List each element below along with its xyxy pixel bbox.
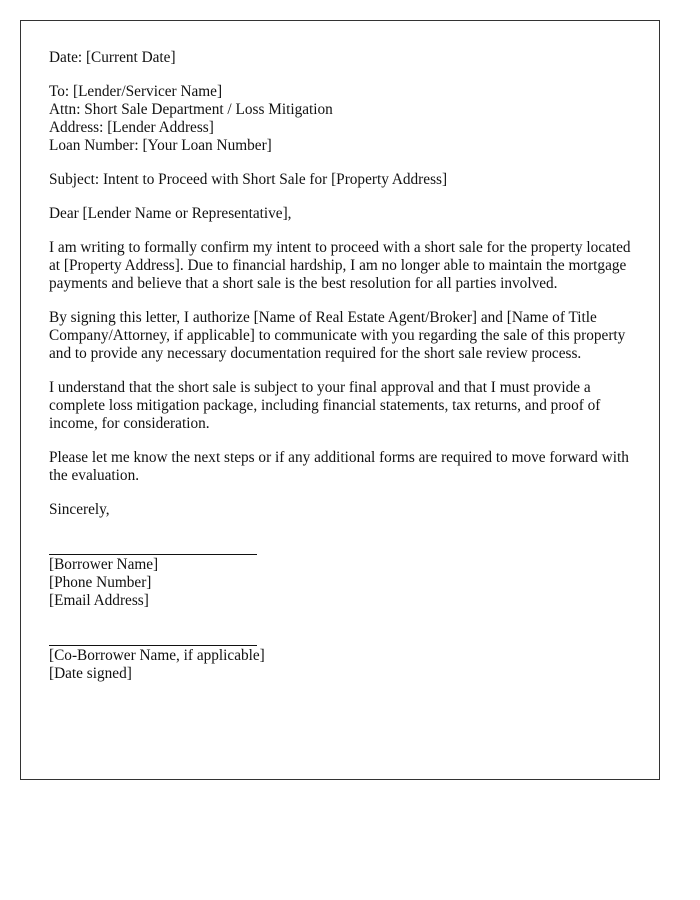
co-borrower-signature-block	[49, 647, 639, 683]
closing: Sincerely,	[49, 501, 110, 518]
date-line: Date: [Current Date]	[49, 49, 176, 66]
recipient-address: Address: [Lender Address]	[49, 119, 214, 136]
loan-number: Loan Number: [Your Loan Number]	[49, 137, 272, 154]
borrower-name: [Borrower Name]	[49, 556, 159, 573]
co-borrower-signature-line	[49, 645, 257, 646]
letter-body	[49, 49, 639, 683]
salutation: Dear [Lender Name or Representative],	[49, 205, 292, 222]
borrower-signature-block	[49, 556, 639, 610]
borrower-signature-line	[49, 554, 257, 555]
paragraph-intent: I am writing to formally confirm my intent to proceed with a short sale for the property located at [Property Address]. Due to financial hardship, I am no longer able to maintain the mortgage payments and believe that a short sale is the best resolution for all parties involved.	[49, 239, 631, 292]
date-block	[49, 49, 639, 67]
salutation-block	[49, 205, 639, 223]
letter-page	[20, 20, 660, 780]
paragraph-next-steps: Please let me know the next steps or if any additional forms are required to move forward with the evaluation.	[49, 449, 629, 484]
recipient-attn: Attn: Short Sale Department / Loss Mitigation	[49, 101, 333, 118]
borrower-email: [Email Address]	[49, 592, 149, 609]
paragraph-approval: I understand that the short sale is subject to your final approval and that I must provide a complete loss mitigation package, including financial statements, tax returns, and proof of income, for consideration.	[49, 379, 601, 432]
date-signed: [Date signed]	[49, 665, 132, 682]
recipient-block	[49, 83, 639, 155]
subject-line: Subject: Intent to Proceed with Short Sale for [Property Address]	[49, 171, 448, 188]
subject-block	[49, 171, 639, 189]
borrower-phone: [Phone Number]	[49, 574, 152, 591]
co-borrower-name: [Co-Borrower Name, if applicable]	[49, 647, 265, 664]
paragraph-authorization: By signing this letter, I authorize [Name of Real Estate Agent/Broker] and [Name of Title Company/Attorney, if applicable] to communicate with you regarding the sale of this property and to provide any necessary documentation required for the short sale review process.	[49, 309, 626, 362]
closing-block	[49, 501, 639, 519]
recipient-to: To: [Lender/Servicer Name]	[49, 83, 223, 100]
